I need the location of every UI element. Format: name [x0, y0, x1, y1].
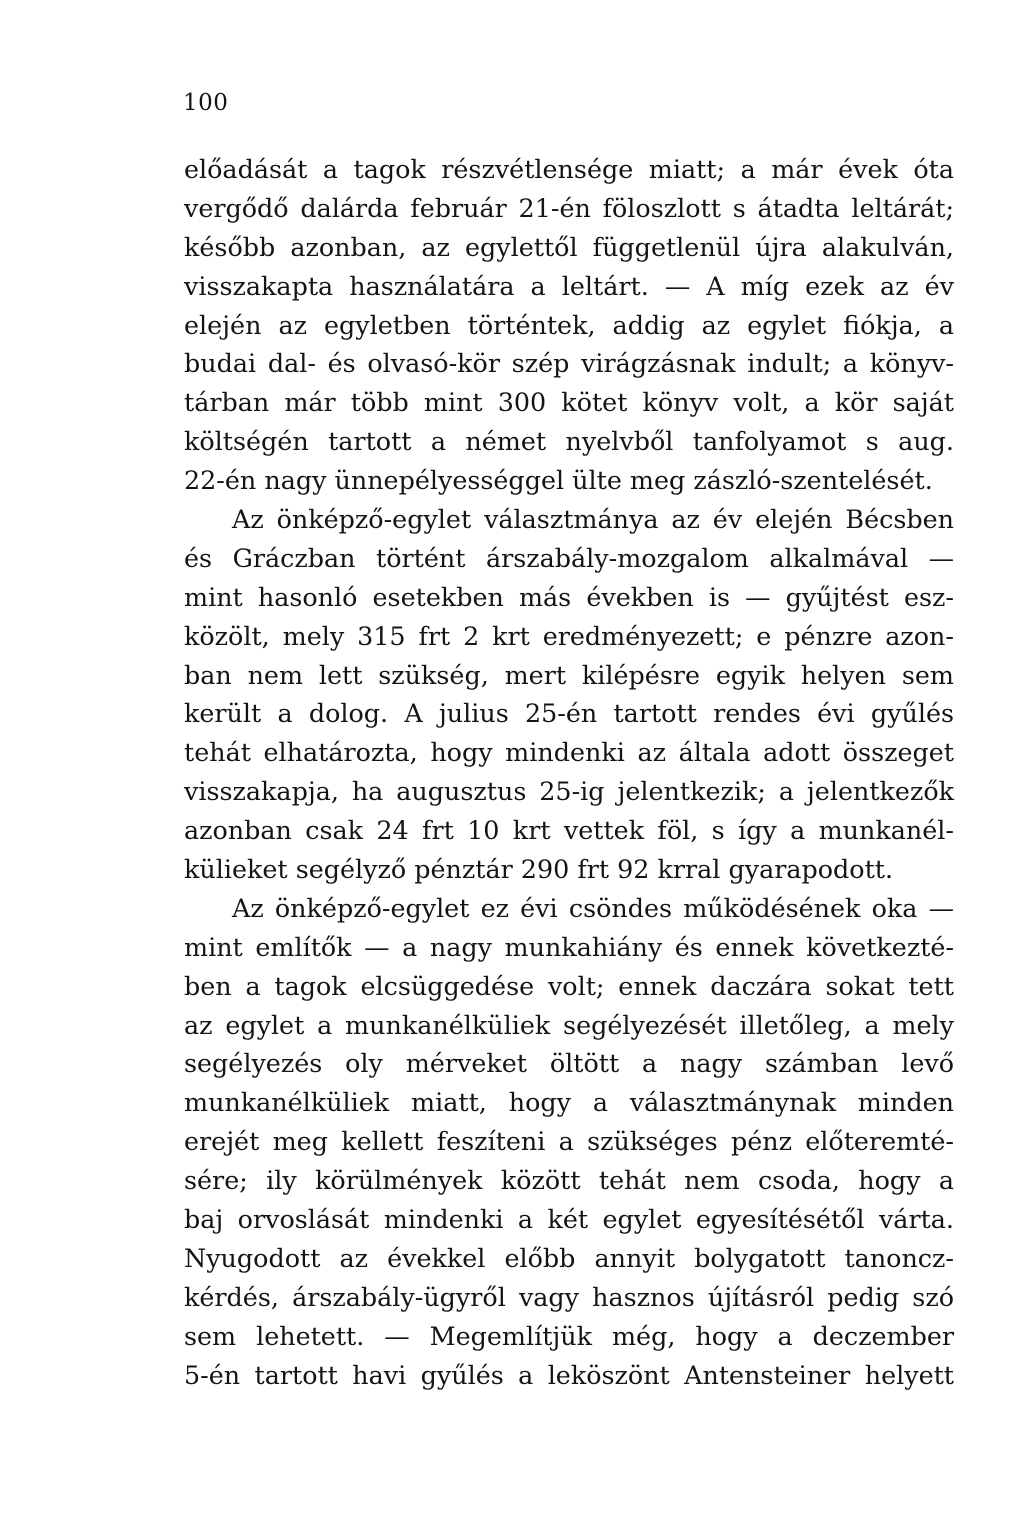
text-line: az egylet a munkanélküliek segélyezését illetőleg, a mely: [184, 1009, 954, 1040]
text-line: mint hasonló esetekben más években is — gyűjtést esz-: [184, 581, 954, 612]
text-line: elején az egyletben történtek, addig az egylet fiókja, a: [184, 309, 954, 340]
text-line: visszakapta használatára a leltárt. — A míg ezek az év: [184, 270, 954, 301]
text-line: közölt, mely 315 frt 2 krt eredményezett; e pénzre azon-: [184, 620, 954, 651]
text-line: tárban már több mint 300 kötet könyv volt, a kör saját: [184, 387, 954, 418]
text-line: azonban csak 24 frt 10 krt vettek föl, s így a munkanél-: [184, 815, 954, 846]
text-line: segélyezés oly mérveket öltött a nagy számban levő: [184, 1048, 954, 1079]
text-line: sem lehetett. — Megemlítjük még, hogy a deczember: [184, 1320, 954, 1351]
text-line: baj orvoslását mindenki a két egylet egyesítésétől várta.: [184, 1204, 954, 1235]
text-line: előadását a tagok részvétlensége miatt; a már évek óta: [184, 154, 954, 184]
text-line: mint említők — a nagy munkahiány és ennek következté-: [184, 931, 954, 962]
text-line: Az önképző-egylet választmánya az év elején Bécsben: [232, 504, 954, 535]
text-line: visszakapja, ha augusztus 25-ig jelentkezik; a jelentkezők: [184, 776, 954, 807]
text-line: 22-én nagy ünnepélyességgel ülte meg zászló-szentelését.: [184, 465, 933, 496]
text-line: erejét meg kellett feszíteni a szükséges pénz előteremté-: [184, 1126, 954, 1157]
text-line: budai dal- és olvasó-kör szép virágzásnak indult; a könyv-: [184, 348, 954, 379]
text-line: munkanélküliek miatt, hogy a választmánynak minden: [184, 1087, 954, 1118]
text-line: ben a tagok elcsüggedése volt; ennek daczára sokat tett: [184, 970, 954, 1001]
text-line: került a dolog. A julius 25-én tartott rendes évi gyűlés: [184, 698, 954, 729]
text-line: ban nem lett szükség, mert kilépésre egyik helyen sem: [184, 659, 954, 690]
text-line: Nyugodott az évekkel előbb annyit bolygatott tanoncz-: [184, 1242, 954, 1273]
text-line: vergődő dalárda február 21-én föloszlott s átadta leltárát;: [184, 192, 954, 223]
text-line: később azonban, az egylettől függetlenül újra alakulván,: [184, 231, 954, 262]
text-line: tehát elhatározta, hogy mindenki az általa adott összeget: [184, 737, 954, 768]
text-line: sére; ily körülmények között tehát nem csoda, hogy a: [184, 1165, 954, 1196]
page-number: 100: [183, 90, 229, 116]
text-line: Az önképző-egylet ez évi csöndes működésének oka —: [232, 892, 954, 923]
text-line: és Gráczban történt árszabály-mozgalom alkalmával —: [184, 542, 954, 573]
text-line: kérdés, árszabály-ügyről vagy hasznos újításról pedig szó: [184, 1281, 954, 1312]
text-line: költségén tartott a német nyelvből tanfolyamot s aug.: [184, 426, 954, 457]
text-line: 5-én tartott havi gyűlés a leköszönt Antensteiner helyett: [184, 1359, 954, 1390]
body-text: [184, 150, 954, 1395]
text-line: külieket segélyző pénztár 290 frt 92 krral gyarapodott.: [184, 854, 894, 885]
